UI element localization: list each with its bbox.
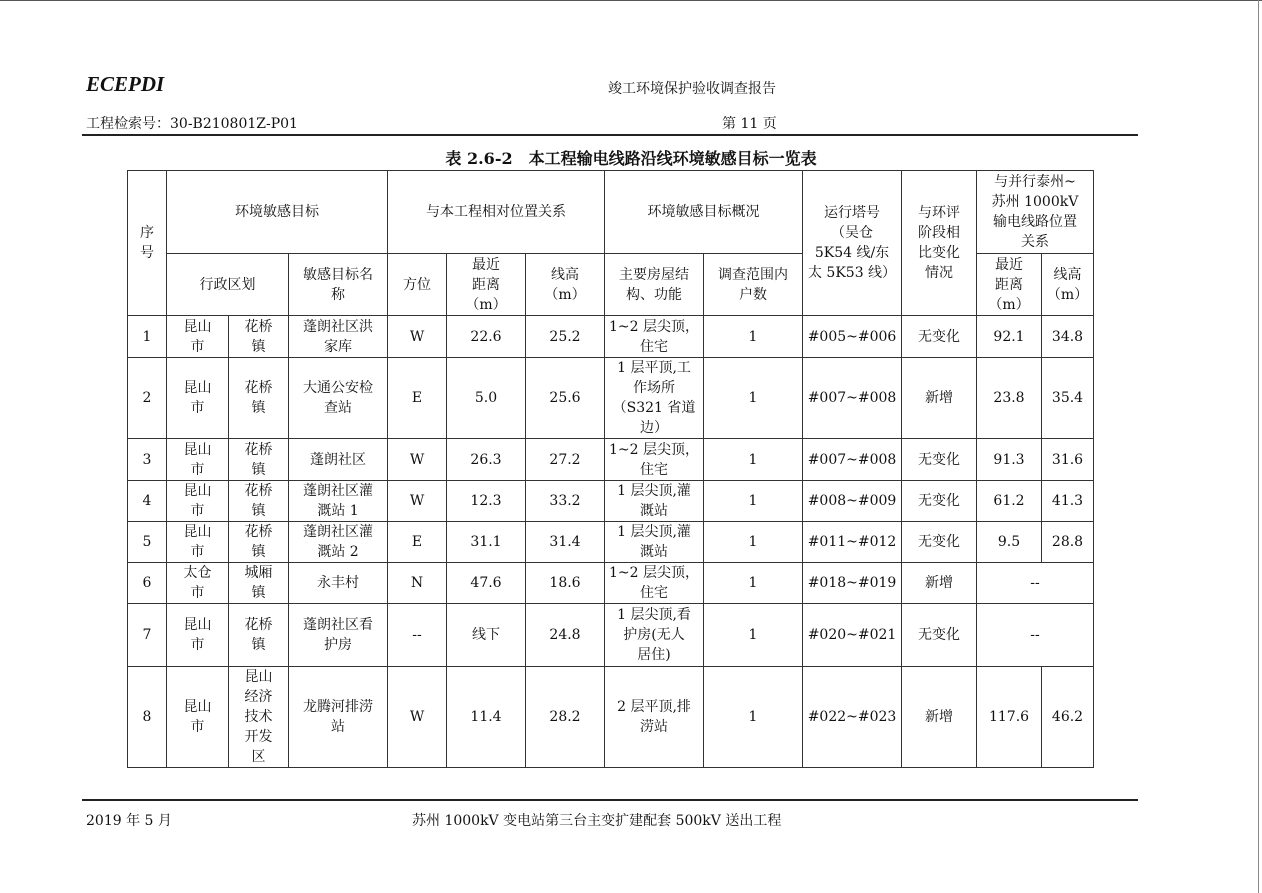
header-tower: 运行塔号 （吴仓 5K54 线/东 太 5K53 线）	[803, 171, 902, 316]
footer-project: 苏州 1000kV 变电站第三台主变扩建配套 500kV 送出工程	[412, 813, 782, 829]
cell-line-height: 31.4	[526, 522, 605, 563]
table-header	[128, 171, 1094, 316]
cell-line-height: 28.2	[526, 667, 605, 768]
cell-parallel-height: 34.8	[1042, 316, 1094, 358]
sensitive-targets-table	[127, 170, 1094, 768]
cell-parallel-distance: 9.5	[977, 522, 1042, 563]
cell-distance: 31.1	[447, 522, 526, 563]
cell-change: 无变化	[902, 604, 977, 667]
header-target-group: 环境敏感目标	[167, 171, 388, 254]
cell-seq: 4	[128, 481, 167, 522]
cell-direction: E	[388, 358, 447, 439]
table-row	[128, 667, 1094, 768]
cell-line-height: 33.2	[526, 481, 605, 522]
cell-seq: 8	[128, 667, 167, 768]
header-seq: 序 号	[128, 171, 167, 316]
cell-households: 1	[704, 439, 803, 481]
table-row	[128, 358, 1094, 439]
footer-date: 2019 年 5 月	[86, 813, 172, 829]
cell-seq: 7	[128, 604, 167, 667]
table-row	[128, 481, 1094, 522]
cell-city: 太仓 市	[167, 563, 229, 604]
page-top-edge	[0, 0, 1262, 1]
header-admin: 行政区划	[167, 254, 289, 316]
table-row	[128, 604, 1094, 667]
cell-town: 花桥 镇	[229, 481, 289, 522]
cell-tower: #018~#019	[803, 563, 902, 604]
cell-town: 城厢 镇	[229, 563, 289, 604]
cell-households: 1	[704, 358, 803, 439]
cell-town: 花桥 镇	[229, 522, 289, 563]
table-row	[128, 316, 1094, 358]
header-direction: 方位	[388, 254, 447, 316]
cell-distance: 12.3	[447, 481, 526, 522]
cell-distance: 11.4	[447, 667, 526, 768]
header-line-height: 线高 （m）	[526, 254, 605, 316]
cell-seq: 6	[128, 563, 167, 604]
cell-households: 1	[704, 604, 803, 667]
cell-target-name: 蓬朗社区灌 溉站 2	[289, 522, 388, 563]
cell-seq: 2	[128, 358, 167, 439]
cell-parallel-distance: 61.2	[977, 481, 1042, 522]
cell-parallel-distance: 92.1	[977, 316, 1042, 358]
cell-distance: 47.6	[447, 563, 526, 604]
cell-tower: #007~#008	[803, 358, 902, 439]
cell-tower: #005~#006	[803, 316, 902, 358]
table-row	[128, 563, 1094, 604]
cell-line-height: 27.2	[526, 439, 605, 481]
cell-households: 1	[704, 522, 803, 563]
cell-target-name: 蓬朗社区	[289, 439, 388, 481]
cell-town: 花桥 镇	[229, 358, 289, 439]
cell-distance: 线下	[447, 604, 526, 667]
report-title: 竣工环境保护验收调查报告	[608, 81, 776, 97]
cell-city: 昆山 市	[167, 522, 229, 563]
cell-tower: #008~#009	[803, 481, 902, 522]
cell-households: 1	[704, 563, 803, 604]
cell-city: 昆山 市	[167, 604, 229, 667]
header-change: 与环评 阶段相 比变化 情况	[902, 171, 977, 316]
header-structure: 主要房屋结 构、功能	[605, 254, 704, 316]
cell-line-height: 18.6	[526, 563, 605, 604]
cell-distance: 5.0	[447, 358, 526, 439]
cell-change: 无变化	[902, 439, 977, 481]
page-number: 第 11 页	[722, 116, 777, 132]
cell-target-name: 蓬朗社区灌 溉站 1	[289, 481, 388, 522]
cell-households: 1	[704, 667, 803, 768]
cell-city: 昆山 市	[167, 439, 229, 481]
cell-target-name: 大通公安检 查站	[289, 358, 388, 439]
cell-seq: 1	[128, 316, 167, 358]
cell-parallel-height: 31.6	[1042, 439, 1094, 481]
cell-parallel-height: 35.4	[1042, 358, 1094, 439]
table-row	[128, 439, 1094, 481]
cell-city: 昆山 市	[167, 358, 229, 439]
cell-line-height: 25.6	[526, 358, 605, 439]
cell-structure: 1~2 层尖顶， 住宅	[605, 563, 704, 604]
cell-town: 花桥 镇	[229, 316, 289, 358]
cell-parallel-distance: 117.6	[977, 667, 1042, 768]
cell-tower: #022~#023	[803, 667, 902, 768]
cell-structure: 1 层尖顶,灌 溉站	[605, 481, 704, 522]
document-number: 工程检索号：30-B210801Z-P01	[86, 116, 298, 132]
cell-direction: W	[388, 667, 447, 768]
cell-structure: 1 层平顶,工 作场所 （S321 省道 边）	[605, 358, 704, 439]
company-logo: ECEPDI	[86, 72, 165, 96]
cell-city: 昆山 市	[167, 316, 229, 358]
header-relation-group: 与本工程相对位置关系	[388, 171, 605, 254]
cell-parallel-distance: 91.3	[977, 439, 1042, 481]
cell-seq: 5	[128, 522, 167, 563]
cell-city: 昆山 市	[167, 481, 229, 522]
cell-target-name: 蓬朗社区看 护房	[289, 604, 388, 667]
cell-seq: 3	[128, 439, 167, 481]
cell-structure: 1~2 层尖顶， 住宅	[605, 439, 704, 481]
cell-households: 1	[704, 481, 803, 522]
table-body	[128, 316, 1094, 768]
header-parallel-height: 线高 （m）	[1042, 254, 1094, 316]
cell-distance: 26.3	[447, 439, 526, 481]
cell-distance: 22.6	[447, 316, 526, 358]
cell-parallel-distance: 23.8	[977, 358, 1042, 439]
cell-town: 花桥 镇	[229, 439, 289, 481]
cell-tower: #020~#021	[803, 604, 902, 667]
cell-tower: #011~#012	[803, 522, 902, 563]
header-parallel-group: 与并行泰州~ 苏州 1000kV 输电线路位置 关系	[977, 171, 1094, 254]
cell-parallel-height: 46.2	[1042, 667, 1094, 768]
cell-town: 昆山 经济 技术 开发 区	[229, 667, 289, 768]
cell-change: 无变化	[902, 522, 977, 563]
cell-parallel-merged: --	[977, 604, 1094, 667]
cell-target-name: 永丰村	[289, 563, 388, 604]
cell-town: 花桥 镇	[229, 604, 289, 667]
footer-rule	[82, 799, 1138, 801]
cell-target-name: 龙腾河排涝 站	[289, 667, 388, 768]
page-right-edge	[1258, 0, 1259, 893]
table-title: 表 2.6-2 本工程输电线路沿线环境敏感目标一览表	[445, 149, 817, 168]
cell-direction: --	[388, 604, 447, 667]
cell-direction: W	[388, 439, 447, 481]
cell-change: 新增	[902, 358, 977, 439]
cell-direction: E	[388, 522, 447, 563]
cell-change: 新增	[902, 667, 977, 768]
table-row	[128, 522, 1094, 563]
header-target-name: 敏感目标名 称	[289, 254, 388, 316]
cell-structure: 1 层尖顶,灌 溉站	[605, 522, 704, 563]
cell-structure: 1~2 层尖顶， 住宅	[605, 316, 704, 358]
cell-parallel-height: 41.3	[1042, 481, 1094, 522]
cell-direction: W	[388, 316, 447, 358]
cell-target-name: 蓬朗社区洪 家库	[289, 316, 388, 358]
header-rule	[82, 134, 1138, 136]
cell-direction: W	[388, 481, 447, 522]
cell-structure: 2 层平顶,排 涝站	[605, 667, 704, 768]
cell-tower: #007~#008	[803, 439, 902, 481]
cell-structure: 1 层尖顶,看 护房(无人 居住)	[605, 604, 704, 667]
cell-change: 新增	[902, 563, 977, 604]
cell-parallel-merged: --	[977, 563, 1094, 604]
cell-change: 无变化	[902, 316, 977, 358]
cell-line-height: 25.2	[526, 316, 605, 358]
header-distance: 最近 距离 （m）	[447, 254, 526, 316]
header-households: 调查范围内 户数	[704, 254, 803, 316]
cell-change: 无变化	[902, 481, 977, 522]
header-parallel-distance: 最近 距离 （m）	[977, 254, 1042, 316]
cell-city: 昆山 市	[167, 667, 229, 768]
cell-direction: N	[388, 563, 447, 604]
cell-line-height: 24.8	[526, 604, 605, 667]
cell-households: 1	[704, 316, 803, 358]
cell-parallel-height: 28.8	[1042, 522, 1094, 563]
header-overview-group: 环境敏感目标概况	[605, 171, 803, 254]
